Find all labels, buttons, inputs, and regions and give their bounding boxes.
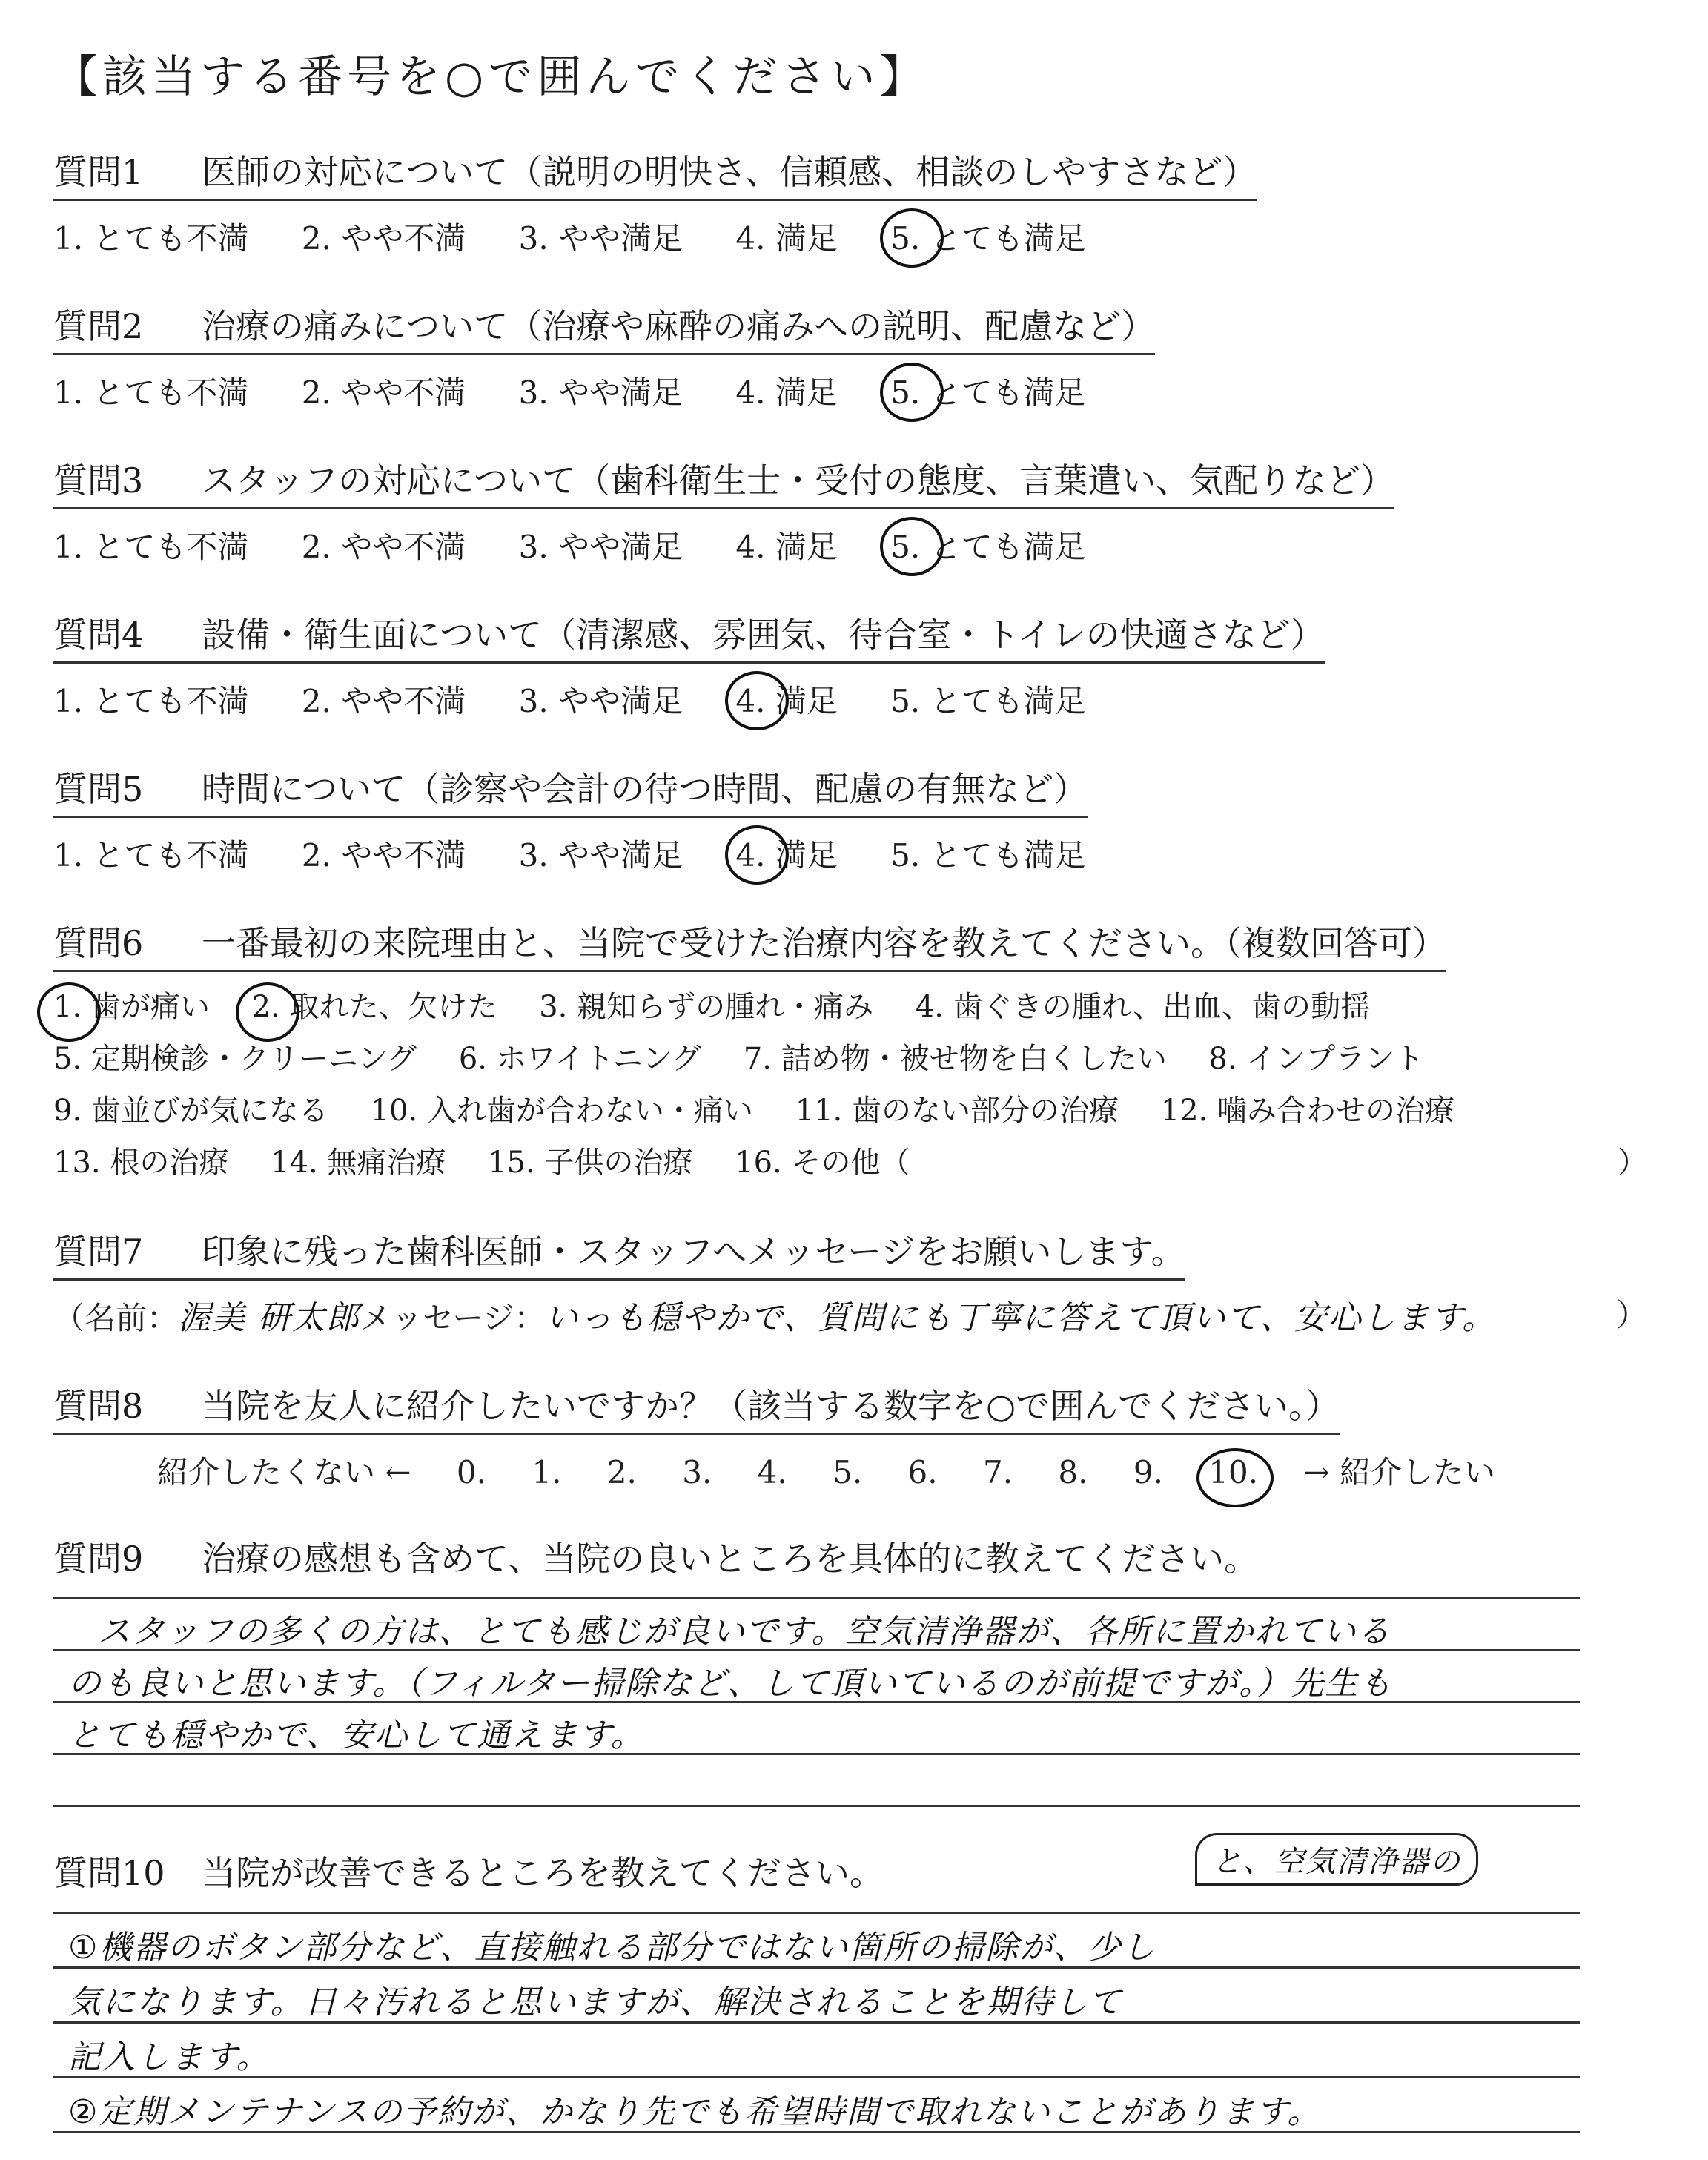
option-1[interactable]: 1. とても不満 [53,529,249,565]
scale-9[interactable]: 9. [1133,1454,1163,1490]
question-number: 質問9 [53,1539,144,1579]
question-2 [53,300,1647,413]
scale-2[interactable]: 2. [606,1454,637,1490]
question-number: 質問5 [53,769,144,809]
scale-4[interactable]: 4. [757,1454,787,1490]
option-4-circled[interactable]: 4. 満足 [735,677,837,721]
option-5-circled[interactable]: 5. とても満足 [890,523,1085,567]
question-number: 質問7 [53,1232,144,1272]
question-text: 治療の感想も含めて、当院の良いところを具体的に教えてください。 [202,1539,1259,1579]
question-1-options [53,214,1647,259]
option-5[interactable]: 5. とても満足 [890,683,1086,719]
question-text: 当院が改善できるところを教えてください。 [202,1853,884,1893]
option-2[interactable]: 2. やや不満 [301,220,466,257]
scale-6[interactable]: 6. [907,1454,938,1490]
question-text: スタッフの対応について（歯科衛生士・受付の態度、言葉遣い、気配りなど） [202,460,1395,501]
message-value[interactable]: いっも穏やかで、質問にも丁寧に答えて頂いて、安心します。 [545,1299,1497,1337]
option-1-circled[interactable]: 1. 歯が痛い [53,981,210,1033]
question-number: 質問1 [53,152,144,192]
option-4[interactable]: 4. 満足 [735,220,838,257]
option-1[interactable]: 1. とても不満 [53,220,249,257]
question-5-heading [53,762,1088,818]
option-3[interactable]: 3. やや満足 [518,837,683,873]
option-15[interactable]: 15. 子供の治療 [488,1146,693,1180]
recommend-scale [53,1448,1647,1493]
option-7[interactable]: 7. 詰め物・被せ物を白くしたい [743,1042,1167,1076]
handwritten-line: スタッフの多くの方は、とても感じが良いです。空気清浄器が、各所に置かれている [98,1613,1391,1651]
question-text: 一番最初の来院理由と、当院で受けた治療内容を教えてください。（複数回答可） [202,923,1446,963]
options-row [53,1033,1647,1085]
question-text: 印象に残った歯科医師・スタッフへメッセージをお願いします。 [202,1232,1185,1272]
question-text: 治療の痛みについて（治療や麻酔の痛みへの説明、配慮など） [202,306,1156,346]
name-label: （名前： [53,1300,179,1336]
other-close-paren: ） [1618,1146,1647,1180]
ruled-line [53,2076,1580,2078]
scale-7[interactable]: 7. [982,1454,1013,1490]
question-1 [53,145,1647,259]
page-title: 【該当する番号を○で囲んでください】 [53,51,929,103]
ruled-line [53,1805,1580,1807]
option-4[interactable]: 4. 満足 [735,529,838,565]
scale-3[interactable]: 3. [682,1454,712,1490]
option-6[interactable]: 6. ホワイトニング [458,1042,702,1076]
question-text: 当院を友人に紹介したいですか？（該当する数字を○で囲んでください。） [202,1386,1340,1426]
question-8 [53,1379,1647,1493]
ruled-line [53,1597,1580,1599]
handwritten-line: 記入します。 [68,2038,271,2076]
option-2-circled[interactable]: 2. 取れた、欠けた [252,981,497,1033]
question-text: 設備・衛生面について（清潔感、雰囲気、待合室・トイレの快適さなど） [202,615,1325,655]
option-5-circled[interactable]: 5. とても満足 [890,214,1085,259]
question-number: 質問8 [53,1386,144,1426]
question-6-heading [53,916,1446,972]
question-1-heading [53,145,1257,201]
option-2[interactable]: 2. やや不満 [301,374,466,411]
answer-area[interactable] [53,1912,1647,2134]
question-2-heading [53,300,1155,355]
message-line [53,1291,1647,1338]
question-number: 質問2 [53,306,144,346]
handwritten-line: のも良いと思います。（フィルター掃除など、して頂いているのが前提ですが。）先生も [68,1665,1394,1702]
question-5-options [53,831,1647,876]
question-3-heading [53,454,1394,509]
question-number: 質問4 [53,615,144,655]
option-5[interactable]: 5. 定期検診・クリーニング [53,1042,417,1076]
message-close-paren: ） [1615,1297,1647,1333]
option-4[interactable]: 4. 歯ぐきの腫れ、出血、歯の動揺 [915,990,1371,1024]
question-5 [53,762,1647,876]
question-10 [53,1846,1647,2134]
option-3[interactable]: 3. やや満足 [518,683,683,719]
ruled-line [53,1912,1580,1914]
handwritten-line: 気になります。日々汚れると思いますが、解決されることを期待して [68,1984,1123,2021]
question-3-options [53,523,1647,567]
scale-10-circled[interactable]: 10. [1208,1454,1259,1490]
option-1[interactable]: 1. とても不満 [53,683,249,719]
handwritten-line: とても穏やかで、安心して通えます。 [68,1717,645,1754]
scale-0[interactable]: 0. [456,1454,486,1490]
question-4-options [53,677,1647,721]
question-4 [53,608,1647,721]
option-12[interactable]: 12. 噛み合わせの治療 [1160,1094,1455,1128]
option-16-other[interactable]: 16. その他（ [735,1146,910,1180]
option-3[interactable]: 3. やや満足 [518,374,683,411]
option-8[interactable]: 8. インプラント [1208,1042,1425,1076]
question-text: 医師の対応について（説明の明快さ、信頼感、相談のしやすさなど） [202,152,1257,192]
name-value[interactable]: 渥美 研太郎 [178,1299,361,1337]
option-3[interactable]: 3. 親知らずの腫れ・痛み [539,990,874,1024]
option-13[interactable]: 13. 根の治療 [53,1146,229,1180]
question-6 [53,916,1647,1189]
option-4-circled[interactable]: 4. 満足 [735,831,837,876]
handwritten-line: ②定期メンテナンスの予約が、かなり先でも希望時間で取れないことがあります。 [68,2093,1322,2131]
question-9 [53,1532,1647,1812]
option-2[interactable]: 2. やや不満 [301,683,466,719]
answer-area[interactable] [53,1597,1647,1812]
options-row [53,981,1647,1033]
question-2-options [53,369,1647,413]
option-9[interactable]: 9. 歯並びが気になる [53,1094,328,1128]
option-11[interactable]: 11. 歯のない部分の治療 [795,1094,1119,1128]
question-7-heading [53,1225,1185,1281]
option-5-circled[interactable]: 5. とても満足 [890,369,1085,413]
option-14[interactable]: 14. 無痛治療 [271,1146,446,1180]
option-3[interactable]: 3. やや満足 [518,220,683,257]
question-7 [53,1225,1647,1338]
question-4-heading [53,608,1325,664]
scale-1[interactable]: 1. [532,1454,562,1490]
scale-left-label: 紹介したくない ← [157,1454,411,1490]
question-number: 質問3 [53,460,144,501]
question-6-options [53,981,1647,1189]
options-row [53,1085,1647,1137]
option-2[interactable]: 2. やや不満 [301,529,466,565]
scale-8[interactable]: 8. [1058,1454,1088,1490]
question-8-heading [53,1379,1340,1435]
question-text: 時間について（診察や会計の待つ時間、配慮の有無など） [202,769,1088,809]
option-2[interactable]: 2. やや不満 [301,837,466,873]
option-1[interactable]: 1. とても不満 [53,837,249,873]
question-number: 質問10 [53,1853,165,1893]
option-10[interactable]: 10. 入れ歯が合わない・痛い [370,1094,753,1128]
handwritten-line: ①機器のボタン部分など、直接触れる部分ではない箇所の掃除が、少し [68,1929,1156,1966]
question-number: 質問6 [53,923,144,963]
option-3[interactable]: 3. やや満足 [518,529,683,565]
scale-right-label: → 紹介したい [1303,1454,1495,1490]
insert-note: と、空気清浄器の [1195,1833,1478,1886]
scale-5[interactable]: 5. [833,1454,863,1490]
option-1[interactable]: 1. とても不満 [53,374,249,411]
message-label: メッセージ： [360,1300,546,1336]
question-10-heading [53,1846,884,1900]
options-row [53,1137,1647,1189]
question-3 [53,454,1647,567]
option-4[interactable]: 4. 満足 [735,374,838,411]
option-5[interactable]: 5. とても満足 [890,837,1086,873]
question-9-heading [53,1532,1258,1585]
